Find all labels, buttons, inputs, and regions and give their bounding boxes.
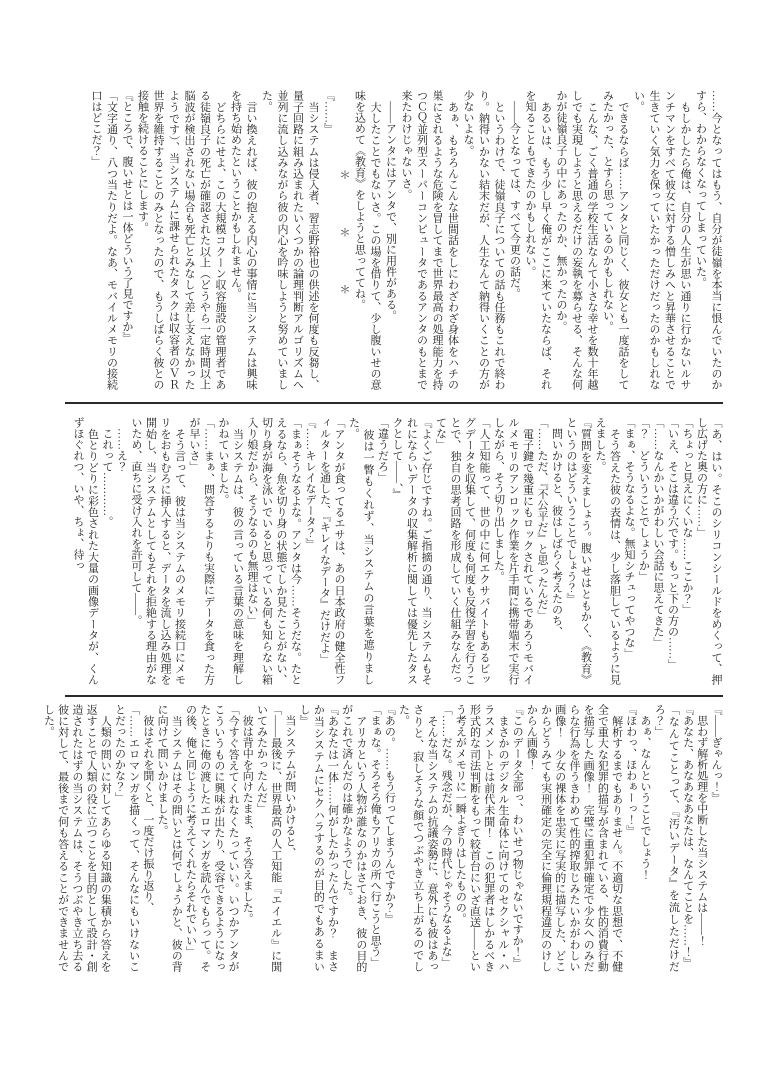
section-divider [65,402,723,404]
scene-break: ＊ ＊ ＊ [338,168,350,312]
paragraph: 彼は背中を向けたまま、そう答えました。 [241,704,254,924]
paragraph: まさかのデジタル生命体に向けてのセクシャル・ハラスメントとは前代未聞！ この犯罪者はしかるべき形式的な司法判断をもって絞首台にいざ直送――という考えがメモリに一瞬よぎりはしたものの。 [454,704,509,972]
paragraph: 当システムが問いかけると、 [283,704,296,858]
paragraph: 当システムは、彼の言っている言葉の意味を理解しかねていました。 [217,417,244,685]
paragraph: 『質問を変えましょう。腹いせはともかく、《教育》というのはどういうことでしょう？』 [565,417,592,685]
paragraph: そう答えた彼の表情は、少し落胆しているように見えました。 [594,417,621,685]
paragraph: そう言って、彼は当システムのメモリ接続口にメモリをおもむろに挿入すると、データを流し込み処理を開始し、当システムとしてもそれを拒絶する理由がないため、直ちに受け入れを許可して――。 [130,417,186,685]
section-divider [65,695,723,697]
paragraph: ――アンタにはアンタで、別に用件がある。 [384,90,397,321]
paragraph: 『あなたは一体……何がしたかったんですか？ まさか当システムにセクハラするのが目的でもあるまいし』 [298,704,339,972]
paragraph: 『――ぎゃんっ！』 [710,704,722,803]
paragraph: 『ところで、腹いせとは一体どういう了見ですか』 [121,90,133,343]
paragraph: 『……キレイなデータ？』 [304,417,316,549]
paragraph: あぁ、なんということでしょう！ [638,704,651,880]
paragraph: アリカという人物が誰なのかはさておき、彼の目的がこれで済んだのは確かなようでした。 [340,704,367,972]
paragraph: 人類の問いに対してあらゆる知識の集積から答えを返すことで人類の役に立つことを目的として設計・創造されたはずの当システムは、そうつぶやき立ち去る彼に対して、最後まで何も答えることができませんでした。 [42,704,112,972]
paragraph: できるならば……アンタと同じく、彼女とも一度話をしてみたかった、とすら思っているのかもしれない。 [601,90,629,390]
paragraph: 思わず解析処理を中断した当システムは――！ [695,704,708,946]
paragraph: 色とりどりに彩色された大量の画像データが、くんずほぐれつ、いや、ちょ、待っ [72,417,99,685]
paragraph: 「……だな。残念だが、今の時代じゃそうなるよな」 [440,704,453,968]
paragraph: 「違うだろ」 [376,417,389,483]
paragraph: こんな、ごく普通の学校生活なんて小さな幸せを数十年越しでも実現しようと思えるだけの妄執を募らせる、そんな何かが徒嶺良子の中にあったのか、無かったのか。 [555,90,598,390]
paragraph: 『あなた、あなあなあなたは、なんてことを……！』 [681,704,694,968]
paragraph: ……え？ [115,417,128,472]
paragraph: 『よくご存じですね。ご指摘の通り、当システムもそれにならいデータの収集解析に関しては優先したタスクとして――、』 [391,417,432,685]
paragraph: 当システムは侵入者、習志野裕也の供述を何度も反芻し、量子回路に組み込まれたいくつかの論理判断アルゴリズムへ並列に流し込みながら彼の内心を吟味しようと努めていました。 [260,90,319,390]
paragraph: 「……エロマンガを描くって、そんなにもいけないことだったのかな？」 [113,704,140,972]
paragraph: ――今となっては、すべて今更の話だ。 [508,90,521,299]
paragraph: 大したことでもないさ。この場を借りて、少し腹いせの意味を込めて《教育》をしようと思っててね。 [353,90,381,390]
paragraph: 「まぁ、そうなるよな。無知シチュってやつな」 [623,417,635,659]
paragraph: 言い換えれば、彼の抱える内心の事情に当システムは興味を持ち始めたということかもしれません。 [229,90,257,390]
paragraph: どちらにせよ、この大規模コクーン収容施設の管理者である徒嶺良子の死亡が確認された以上（どうやら一定時間以上脳波が検出されない場合も死亡とみなして差し支えなかったようです）、当システムに課せられたタスクは収容者のＶＲ世界を維持することのみとなったので、もうしばらく彼との接触を続けることにします。 [136,90,226,390]
paragraph: 『このデータ全部っ、わいせつ物じゃないですか！』 [511,704,524,968]
paragraph: 彼は一瞥もくれず、当システムの言葉を遮りました。 [347,417,374,685]
paragraph: 「？ どういうことでしょうか」 [637,417,650,582]
paragraph: 「まぁな。そろそろ俺もアリカの所へ行こうと思う」 [369,704,382,968]
paragraph: 「アンタが食ってるエサは、あの日本政府の健全性フィルターを通した、『キレイなデータ』だけだよ」 [318,417,345,685]
paragraph: 「あ、はい。そこのシリコンシールドをめくって、押し広げた奥の方に……」 [695,417,722,685]
text-section-monologue [65,90,723,390]
paragraph: というわけで、徒嶺良子についての話も任務もこれで終わり。納得いかない結末だが、人生なんて納得いくことの方が少ないよな。 [462,90,505,390]
paragraph: 「文字通り、八つ当たりだよ。なあ、モバイルメモリの接続口はどこだ？」 [90,90,118,390]
paragraph: あるいは、もう少し早く俺がここに来ていたならば、それを知ることもできたのかもしれない。 [524,90,552,390]
paragraph: 「……なんかいかがわしい会話に思えてきた」 [652,417,664,648]
paragraph: 『……』 [322,90,335,134]
paragraph: もしかしたら俺は、自分の人生が思い通りに行かないルサンチマンをすべて彼女に対する憎しみへと昇華させることで生きていく気力を保っていたかっただけだったのかもしれない。 [632,90,691,390]
paragraph: 「……ただ、『不公平だ』と思ったんだ」 [536,417,548,621]
paragraph: 「ちょっと見えにくいな……ここか？」 [681,417,693,615]
paragraph: 「……まぁ、問答するよりも実際にデータを食った方が早いさ」 [188,417,215,685]
paragraph: 『ほわっ、ほわぁーっ！』 [624,704,637,836]
paragraph: 「人工知能って、世の中に何エクサバイトもあるビッグデータを収集して、何度も何度も反復学習を行うことで、独自の思考回路を形成していく仕組みなんだってな」 [434,417,490,685]
paragraph: 「今すぐ答えてくれなくたっていい。いつかアンタがこういうものに興味が出たり、受容できるようになったときに俺の渡したエロマンガを読んでもらって。その後、俺と同じように考えてくれたらそれでいい」 [184,704,240,972]
text-section-dialogue [65,417,723,685]
paragraph: 「――最後に、世界最高の人工知能『エイエル』に聞いてみたかったんだ」 [255,704,282,972]
paragraph: 「なんてことって、『汚いデータ』を流しただけだろ？」 [653,704,680,972]
paragraph: 電子鍵で幾重にもロックされているであろうモバイルメモリのアンロック作業を片手間に携帯端末で実行しながら、そう切り出しました。 [492,417,534,685]
paragraph: あぁ、もちろんこんな世間話をしにわざわざ身体をハチの巣にされるような危険を冒してまで世界最高の処理能力を持つＣＱ並列型スーパーコンピュータであるアンタのもとまで来たわけじゃないさ。 [400,90,459,390]
paragraph: 『あの。……もう行ってしまうんですか？』 [383,704,396,924]
paragraph: 「いえ、そこは違う穴です。もっと下の方の……」 [666,417,679,670]
text-section-climax [42,704,723,972]
paragraph: 問いかけると、彼はしばらく考えたのち、 [550,417,563,637]
paragraph: 解析するまでもありません。不適切な思想で、不健全で重大な犯罪的描写が含まれている、性的消費行動を描写した画像！ 完璧に重犯罪確定で少女へのみだらな行為を伴うきわめて性的搾取じみたいかがわしい画像！ 少女の裸体を忠実に写実的に描写した、どこからどうみても実刑確定の完全に倫理規程違反のけしからん画像！ [525,704,623,972]
paragraph: これって…………。 [101,417,113,527]
paragraph: そんな当システムの抗議姿勢に、意外にも彼はあっさりと、寂しそうな顔でつぶやき立ち上がるのでした。 [397,704,438,972]
paragraph: 彼はそれを聞くと、一度だけ振り返り、 [141,704,154,913]
paragraph: 「まぁそうなるよな。アンタは今……そうだな。たとえるなら、魚を切り身の状態でしか見たことがない、切り身が海を泳いでいると思っている何も知らない箱入り娘だから、そうなるのも無理はない」 [246,417,302,685]
paragraph: ……今となってはもう、自分が徒嶺を本当に恨んでいたのかすら、わからなくなってしまっていた。 [694,90,722,390]
paragraph: 当システムはその問いとは何でしょうかと、彼の背に向けて問いかけました。 [156,704,183,972]
